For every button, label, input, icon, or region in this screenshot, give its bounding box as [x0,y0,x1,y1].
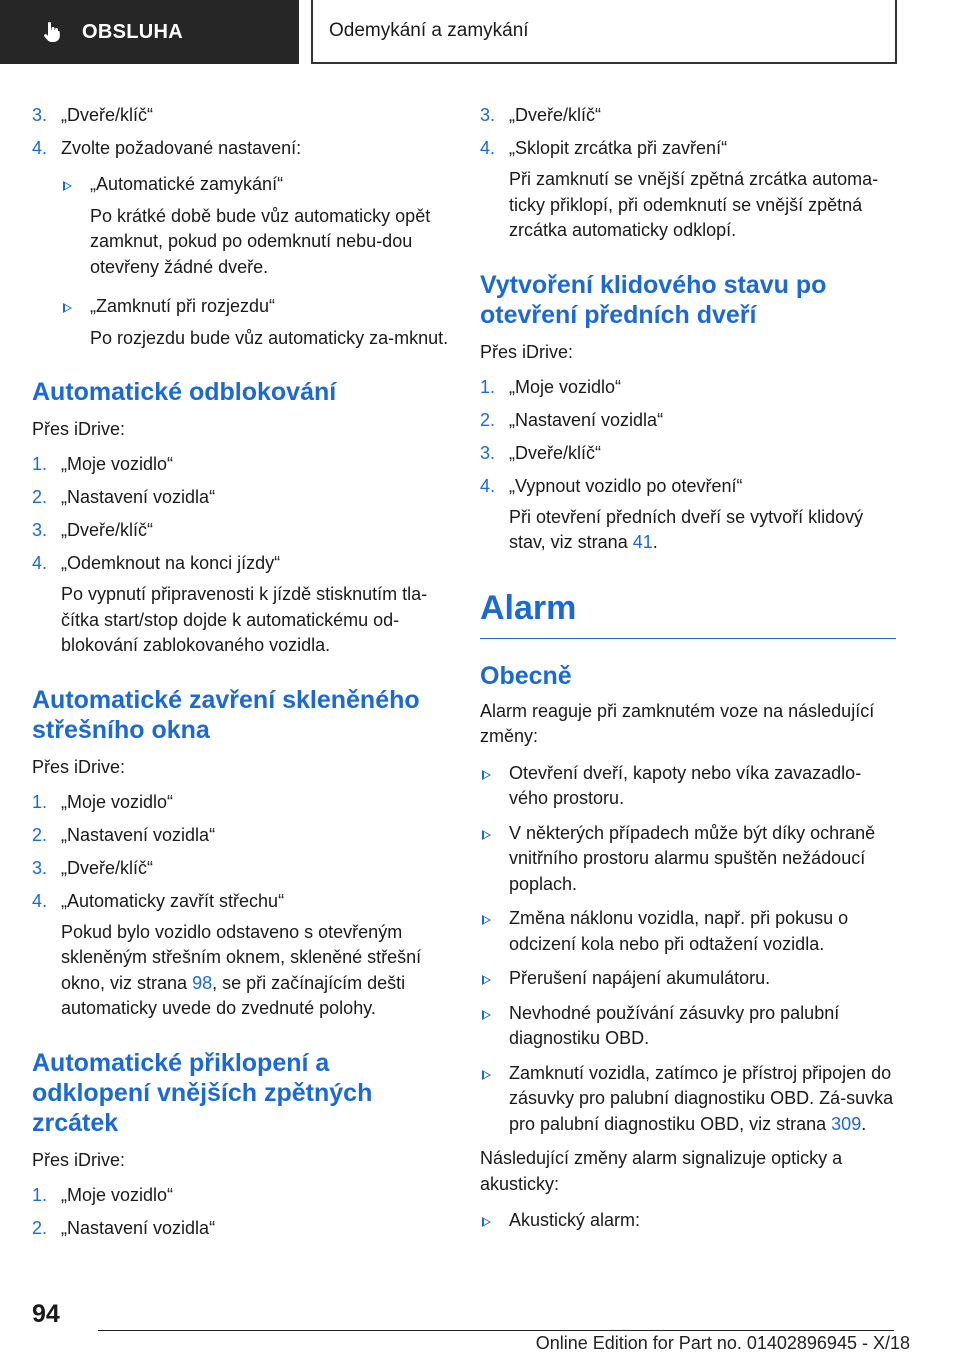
triangle-bullet-icon [63,303,72,313]
list-number: 1. [32,791,48,812]
list-item [480,408,896,433]
list-number: 4. [480,138,496,158]
list-item [480,474,896,499]
section-heading: Vytvoření klidového stavu po otevření předních dveří [480,270,827,329]
bullet-item [480,821,896,898]
list-item [32,136,450,161]
list-text: „Moje vozidlo“ [509,376,622,397]
triangle-bullet-icon [482,770,491,780]
list-text: „Dveře/klíč“ [61,520,154,540]
list-number: 4. [32,553,48,573]
list-text: Zvolte požadované nastavení: [61,138,302,158]
desc-text: Pokud bylo vozidlo odstaveno s otevřeným skleněným střešním oknem, skleněné střešní okno, viz strana [61,921,422,993]
chapter-label: Odemykání a zamykání [329,20,529,41]
bullet-text: V některých případech může být díky ochraně vnitřního prostoru alarmu spuštěn nežádoucí poplach. [509,822,876,894]
list-item [32,889,450,914]
section-heading: Automatické zavření skleněného střešního okna [32,685,420,744]
triangle-bullet-icon [482,830,491,840]
list-number: 4. [480,475,496,496]
list-number: 2. [32,824,48,845]
left-column [32,103,450,1241]
triangle-bullet-icon [63,181,72,191]
list-number: 1. [32,454,48,474]
intro-text: Přes iDrive: [32,756,126,777]
list-item [480,136,896,161]
bullet-desc: Po krátké době bude vůz automaticky opět zamknut, pokud po odemknutí nebu‐dou otevřeny žádné dveře. [90,205,431,277]
bullet-item [61,294,450,351]
triangle-bullet-icon [482,975,491,985]
list-text: „Odemknout na konci jízdy“ [61,553,281,573]
list-item [480,103,896,128]
triangle-bullet-icon [482,1070,491,1080]
list-item [480,441,896,466]
triangle-bullet-icon [482,1010,491,1020]
list-text: „Nastavení vozidla“ [61,824,216,845]
item-desc [61,920,450,1022]
bullet-title: „Zamknutí při rozjezdu“ [90,296,276,316]
list-number: 3. [32,520,48,540]
list-item [32,103,450,128]
chapter-title: Alarm [480,588,896,639]
list-number: 1. [32,1184,48,1205]
edition-footer: Online Edition for Part no. 01402896945 - X/18 [535,1333,910,1353]
list-number: 3. [32,857,48,878]
intro-text: Alarm reaguje při zamknutém voze na následující změny: [480,700,875,746]
bullet-text: Zamknutí vozidla, zatímco je přístroj připojen do zásuvky pro palubní diagnostiku OBD. Zá‐suvka pro palubní diagnostiku OBD, viz strana [509,1062,894,1134]
section-heading: Obecně [480,661,572,690]
list-text: „Moje vozidlo“ [61,454,174,474]
list-number: 3. [480,105,496,125]
chapter-header [311,0,897,64]
triangle-bullet-icon [482,1217,491,1227]
list-text: „Moje vozidlo“ [61,791,174,812]
list-number: 3. [480,442,496,463]
triangle-bullet-icon [482,915,491,925]
bullet-text: Otevření dveří, kapoty nebo víka zavazadlo‐vého prostoru. [509,762,862,808]
list-text: „Dveře/klíč“ [61,857,154,878]
bullet-item [480,906,896,957]
list-text: „Nastavení vozidla“ [61,1217,216,1238]
item-desc: Po vypnutí připravenosti k jízdě stisknutím tla‐čítka start/stop dojde k automatickému od‐blokování zablokovaného vozidla. [61,584,428,655]
bullet-list [480,761,896,1138]
section-label: OBSLUHA [82,20,183,43]
list-number: 4. [32,138,48,158]
outro-text: Následující změny alarm signalizuje opticky a akusticky: [480,1148,843,1194]
bullet-list [480,1208,896,1234]
desc-text: . [652,532,658,552]
list-text: „Nastavení vozidla“ [509,409,664,430]
intro-text: Přes iDrive: [32,419,126,439]
page-number: 94 [32,1300,60,1328]
list-number: 1. [480,376,496,397]
item-desc: Při zamknutí se vnější zpětná zrcátka automa‐ticky přiklopí, při odemknutí se vnější zpětná zrcátka automaticky odklopí. [509,169,879,240]
desc-text: , se při začínajícím dešti automaticky uvede do zvednuté polohy. [61,972,406,1018]
item-desc [509,505,896,556]
list-text: „Vypnout vozidlo po otevření“ [509,475,743,496]
bullet-text: Přerušení napájení akumulátoru. [509,968,771,988]
list-item [480,375,896,400]
list-item [32,1183,450,1208]
list-text: „Dveře/klíč“ [61,105,154,125]
page-link[interactable]: 309 [831,1113,862,1134]
bullet-text: . [861,1113,867,1134]
list-number: 2. [480,409,496,430]
list-number: 4. [32,890,48,911]
list-item [32,518,450,543]
bullet-item [480,966,896,992]
list-text: „Dveře/klíč“ [509,442,602,463]
list-item [32,823,450,848]
list-item [32,551,450,576]
right-column [480,103,896,1234]
list-number: 2. [32,487,48,507]
list-text: „Dveře/klíč“ [509,105,602,125]
bullet-item [480,1001,896,1052]
section-tab [0,0,299,64]
list-text: „Sklopit zrcátka při zavření“ [509,138,728,158]
list-number: 3. [32,105,48,125]
bullet-list [61,172,450,351]
list-item [32,1216,450,1241]
hand-pointer-icon [40,20,64,44]
bullet-title: „Automatické zamykání“ [90,174,284,194]
list-item [32,856,450,881]
list-item [32,452,450,477]
bullet-item [480,761,896,812]
list-text: „Nastavení vozidla“ [61,487,216,507]
bullet-text: Nevhodné používání zásuvky pro palubní diagnostiku OBD. [509,1002,840,1048]
section-heading: Automatické odblokování [32,378,337,406]
bullet-text: Změna náklonu vozidla, např. při pokusu o odcizení kola nebo při odtažení vozidla. [509,908,849,954]
intro-text: Přes iDrive: [480,341,574,362]
footer-divider [98,1330,894,1331]
bullet-text: Akustický alarm: [509,1210,641,1230]
list-text: „Moje vozidlo“ [61,1184,174,1205]
intro-text: Přes iDrive: [32,1149,126,1170]
list-item [32,790,450,815]
list-item [32,485,450,510]
bullet-item [61,172,450,280]
section-heading: Automatické přiklopení a odklopení vnějších zpětných zrcátek [32,1048,373,1137]
list-text: „Automaticky zavřít střechu“ [61,890,285,911]
page-link[interactable]: 98 [192,972,213,993]
bullet-item [480,1061,896,1138]
page-link[interactable]: 41 [632,532,653,552]
desc-text: Při otevření předních dveří se vytvoří klidový stav, viz strana [509,506,864,552]
bullet-desc: Po rozjezdu bude vůz automaticky za‐mknut. [90,327,449,348]
list-number: 2. [32,1217,48,1238]
bullet-item [480,1208,896,1234]
